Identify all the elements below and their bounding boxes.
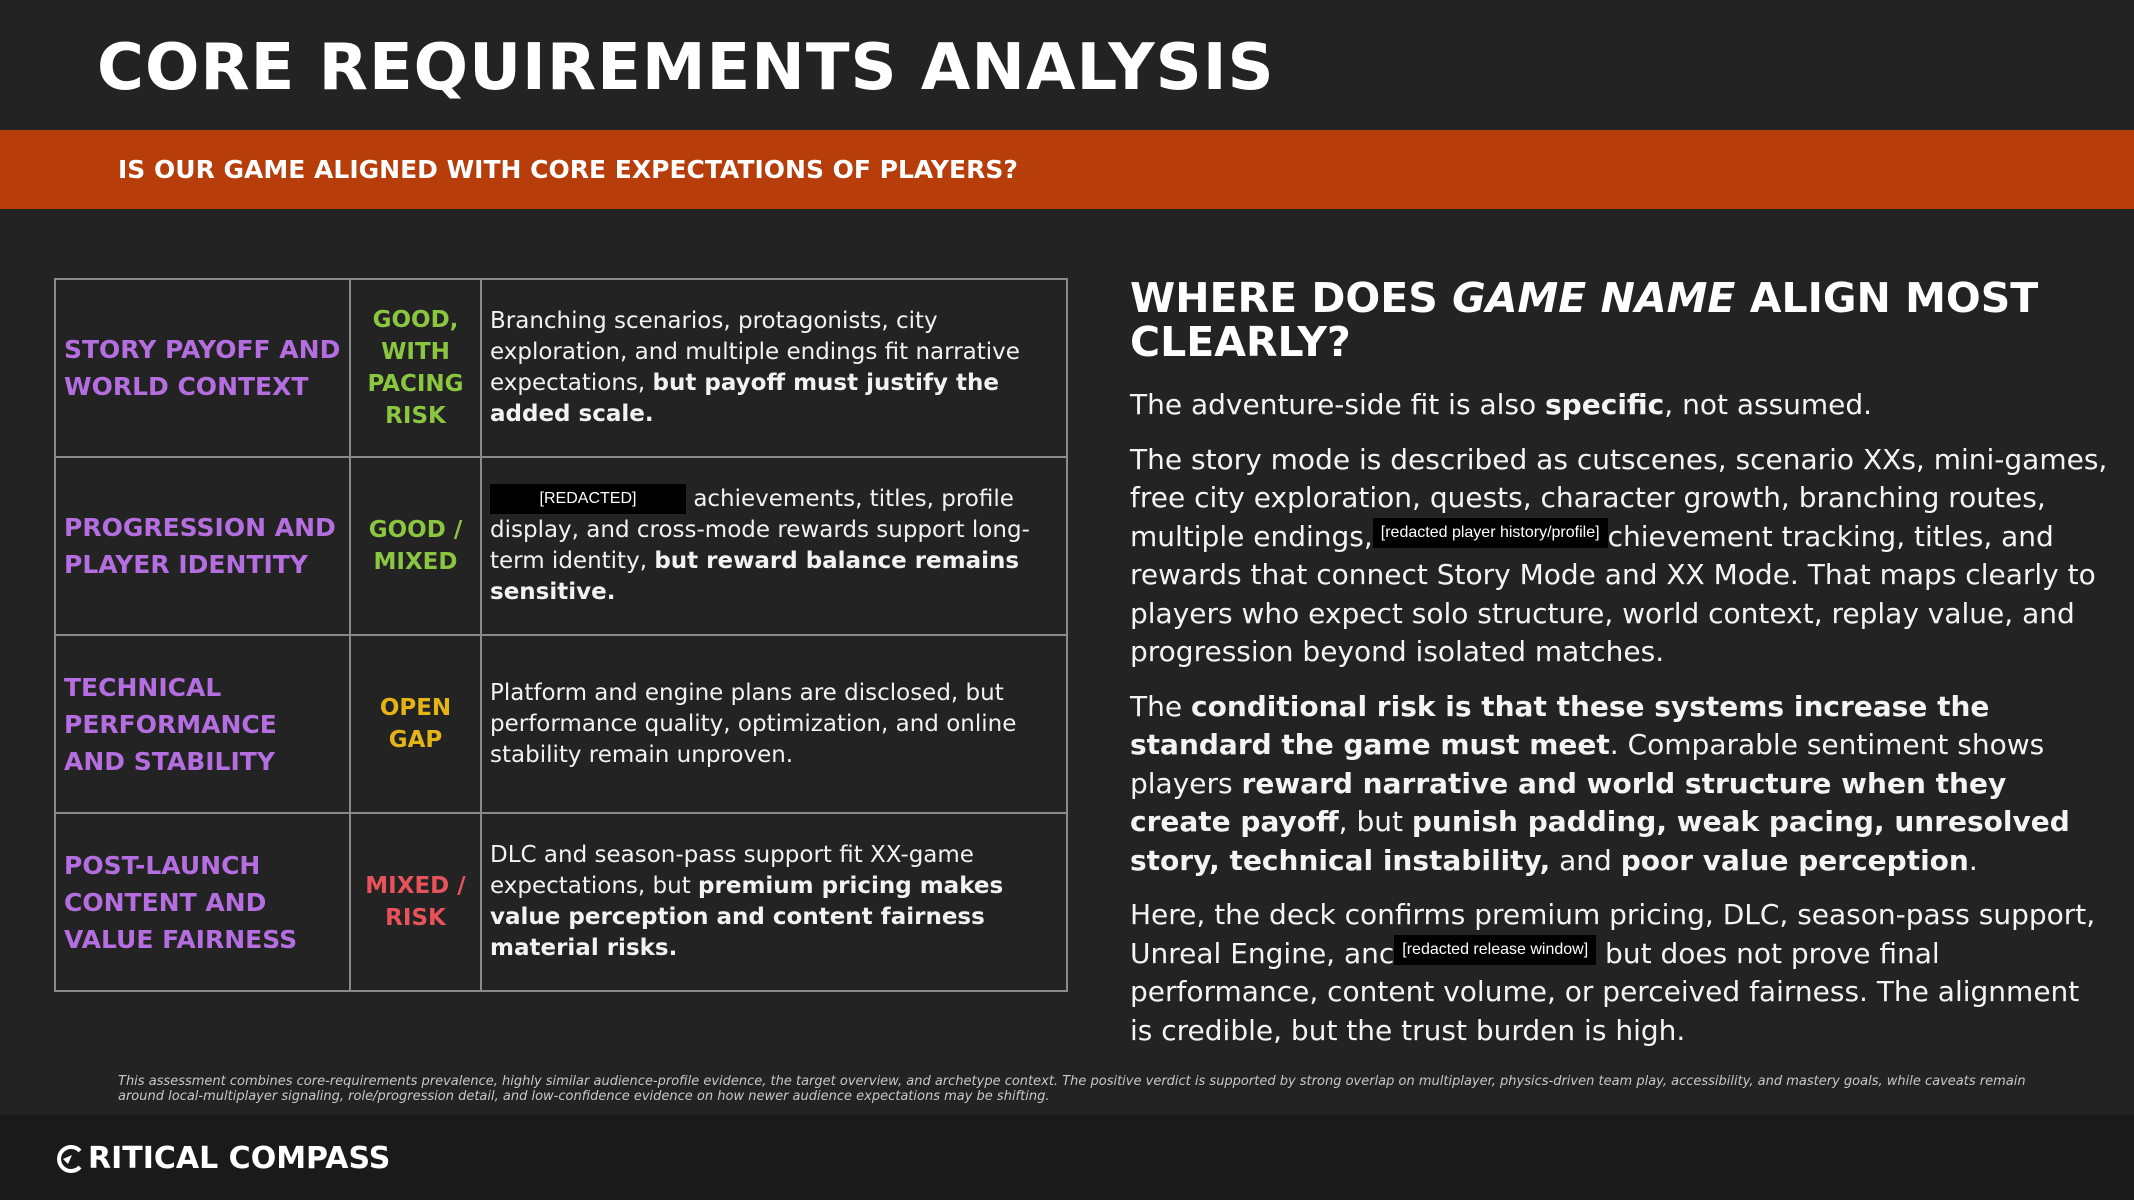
paragraph-text: , not assumed. bbox=[1664, 388, 1873, 421]
paragraph-text: The bbox=[1130, 689, 1191, 723]
requirements-table bbox=[54, 278, 1068, 992]
description-text: achievements, titles, profile display, and cross-mode rewards support long-term identity, bbox=[490, 486, 1030, 574]
footnote: This assessment combines core-requirements prevalence, highly similar audience-profile evidence, the target overview, and archetype context. The positive verdict is supported by strong overlap on multiplayer, physics-driven team play, accessibility, and mastery goals, while caveats remain around local-multiplayer signaling, role/progression detail, and low-confidence evidence on how newer audience expectations may be shifting. bbox=[118, 1074, 2026, 1104]
paragraph-emphasis: punish padding, weak pacing, unresolved story, technical instability, bbox=[1130, 805, 2070, 877]
paragraph-text: , but bbox=[1338, 805, 1412, 838]
description-emphasis: premium pricing makes value perception and content fairness material risks. bbox=[490, 873, 1004, 961]
description-text: DLC and season-pass support fit XX-game expectations, but bbox=[490, 842, 974, 899]
description-cell bbox=[481, 813, 1067, 991]
logo-text: RITICAL COMPASS bbox=[88, 1141, 391, 1176]
alignment-panel bbox=[1130, 276, 2110, 1066]
redaction-box: [redacted release window] bbox=[1394, 935, 1596, 965]
paragraph-text: The adventure-side fit is also bbox=[1130, 388, 1546, 421]
status-cell: OPEN GAP bbox=[350, 635, 481, 813]
logo bbox=[54, 1141, 390, 1176]
paragraph bbox=[1130, 688, 2110, 881]
redaction-box: [redacted player history/profile] bbox=[1373, 518, 1608, 548]
subtitle-text: IS OUR GAME ALIGNED WITH CORE EXPECTATIONS OF PLAYERS? bbox=[118, 155, 1018, 184]
paragraph-text: but does not prove final performance, content volume, or perceived fairness. The alignment is credible, but the trust burden is high. bbox=[1130, 936, 2080, 1047]
heading-text: ALIGN MOST CLEARLY? bbox=[1130, 274, 2039, 366]
area-cell: PROGRESSION AND PLAYER IDENTITY bbox=[55, 457, 350, 635]
description-text: Platform and engine plans are disclosed, but performance quality, optimization, and online stability remain unproven. bbox=[490, 679, 1017, 768]
footer bbox=[0, 1115, 2134, 1200]
area-cell: POST-LAUNCH CONTENT AND VALUE FAIRNESS bbox=[55, 813, 350, 991]
status-cell: GOOD, WITH PACING RISK bbox=[350, 279, 481, 457]
compass-logo-icon bbox=[54, 1143, 86, 1175]
paragraph-text: . bbox=[1968, 843, 1978, 877]
paragraph-text: Here, the deck confirms premium pricing, DLC, season-pass support, Unreal Engine, anc bbox=[1130, 898, 2096, 970]
paragraph-text: and bbox=[1550, 843, 1621, 877]
heading-text: WHERE DOES bbox=[1130, 274, 1453, 322]
description-emphasis: but reward balance remains sensitive. bbox=[490, 548, 1020, 605]
paragraph-emphasis: reward narrative and world structure when they create payoff bbox=[1130, 766, 2007, 838]
redaction-box: [REDACTED] bbox=[490, 484, 686, 514]
paragraph-text: . Comparable sentiment shows players bbox=[1130, 728, 2045, 800]
status-cell: MIXED / RISK bbox=[350, 813, 481, 991]
paragraph-emphasis: conditional risk is that these systems increase the standard the game must meet bbox=[1130, 689, 1990, 761]
paragraph-emphasis: specific bbox=[1545, 388, 1665, 421]
paragraph-text: The story mode is described as cutscenes, scenario XXs, mini-games, free city exploration, quests, character growth, branching routes, multiple endings, bbox=[1130, 442, 2108, 553]
paragraph bbox=[1130, 386, 2110, 425]
table-row bbox=[55, 813, 1067, 991]
paragraph-text: chievement tracking, titles, and rewards that connect Story Mode and XX Mode. That maps clearly to players who expect solo structure, world context, replay value, and progression beyond isolated matches. bbox=[1130, 519, 2096, 668]
heading-game-name: GAME NAME bbox=[1452, 274, 1736, 322]
description-text: Branching scenarios, protagonists, city exploration, and multiple endings fit narrative expectations, bbox=[490, 308, 1020, 396]
description-emphasis: but payoff must justify the added scale. bbox=[490, 370, 999, 427]
description-cell bbox=[481, 279, 1067, 457]
status-cell: GOOD / MIXED bbox=[350, 457, 481, 635]
alignment-heading bbox=[1130, 276, 2110, 364]
page-title: CORE REQUIREMENTS ANALYSIS bbox=[97, 31, 1275, 105]
paragraph-emphasis: poor value perception bbox=[1620, 843, 1969, 877]
description-cell bbox=[481, 635, 1067, 813]
area-cell: STORY PAYOFF AND WORLD CONTEXT bbox=[55, 279, 350, 457]
paragraph bbox=[1130, 896, 2110, 1050]
description-cell bbox=[481, 457, 1067, 635]
subtitle-banner bbox=[0, 130, 2134, 209]
table-row bbox=[55, 279, 1067, 457]
table-row bbox=[55, 635, 1067, 813]
table-row bbox=[55, 457, 1067, 635]
area-cell: TECHNICAL PERFORMANCE AND STABILITY bbox=[55, 635, 350, 813]
paragraph bbox=[1130, 441, 2110, 672]
